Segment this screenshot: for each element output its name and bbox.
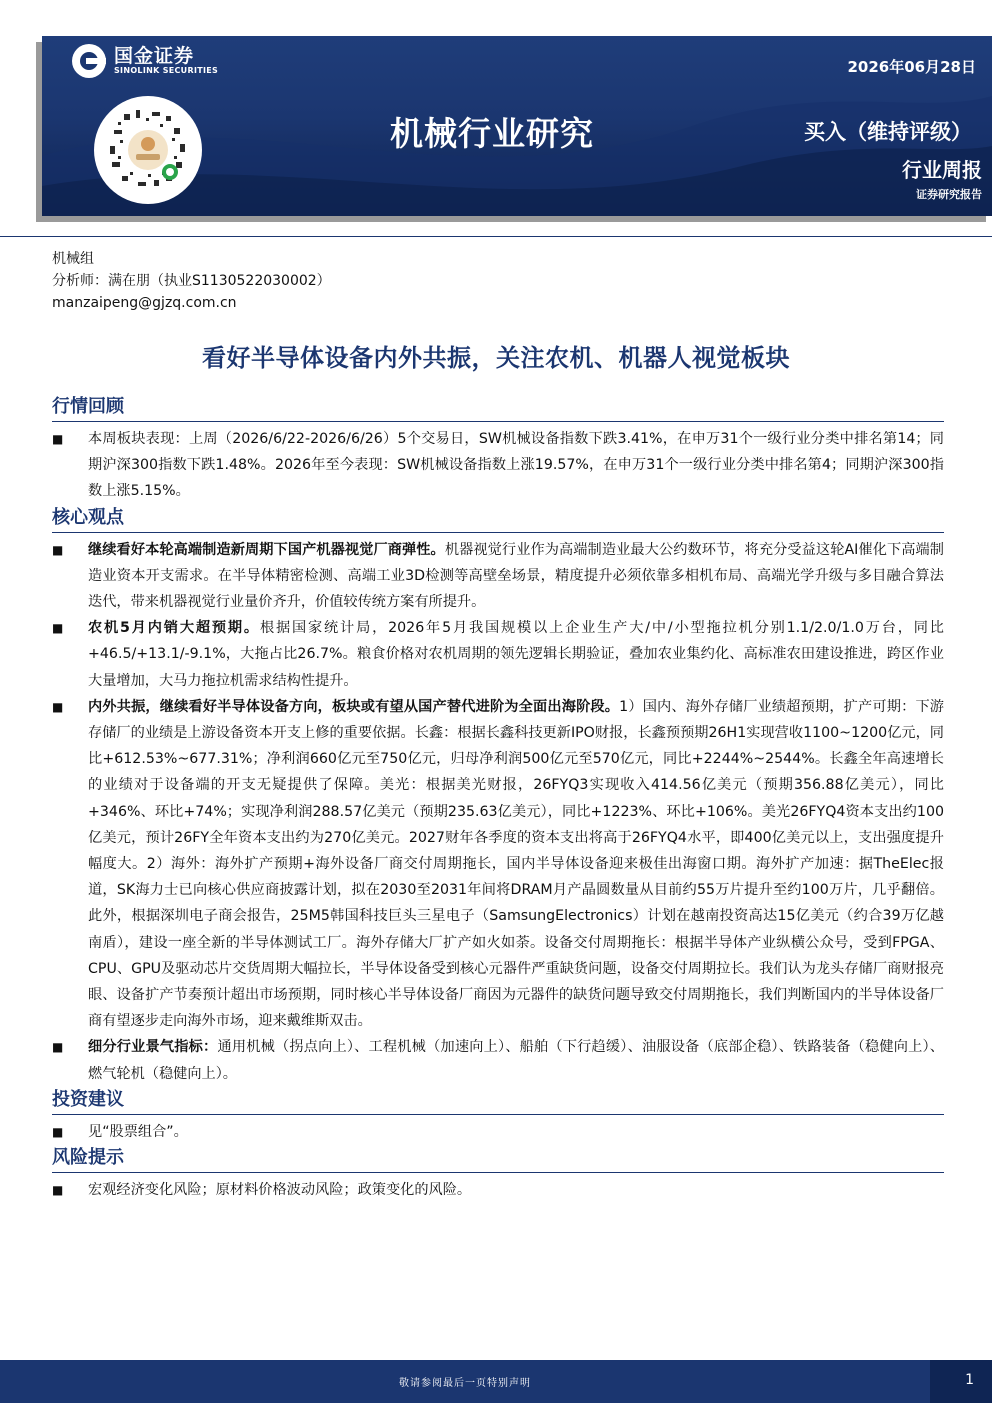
report-type: 行业周报 xyxy=(902,158,982,182)
brand-logo xyxy=(72,44,218,78)
item-text: 见“股票组合”。 xyxy=(88,1123,188,1140)
item-text: 本周板块表现：上周（2026/6/22-2026/6/26）5个交易日，SW机械设备指数下跌3.41%，在申万31个一级行业分类中排名第14；同期沪深300指数下跌1.48%。2026年至今表现：SW机械设备指数上涨19.57%，在申万31个一级行业分类中排名第4；同期沪深300指数上涨5.15%。 xyxy=(88,431,944,500)
section-heading-market-review: 行情回顾 xyxy=(52,394,944,422)
list-item xyxy=(52,694,944,1035)
list-item xyxy=(52,537,944,616)
analyst-info xyxy=(52,248,331,314)
item-lead: 内外共振，继续看好半导体设备方向，板块或有望从国产替代进阶为全面出海阶段。 xyxy=(88,698,620,715)
bullet-square-icon: ■ xyxy=(52,699,64,714)
brand-name-en: SINOLINK SECURITIES xyxy=(114,66,219,75)
page-footer xyxy=(0,1360,992,1403)
item-text: 宏观经济变化风险；原材料价格波动风险；政策变化的风险。 xyxy=(88,1182,472,1199)
brand-logo-icon xyxy=(72,44,106,78)
report-body xyxy=(52,394,944,1203)
page-number-box xyxy=(930,1360,992,1403)
bullet-square-icon: ■ xyxy=(52,621,64,636)
section-heading-risk: 风险提示 xyxy=(52,1145,944,1173)
analyst-group: 机械组 xyxy=(52,251,94,267)
bullet-square-icon: ■ xyxy=(52,1183,64,1198)
list-item xyxy=(52,1177,944,1203)
page-number: 1 xyxy=(965,1372,974,1388)
section-heading-investment-advice: 投资建议 xyxy=(52,1087,944,1115)
brand-name-cn: 国金证券 xyxy=(114,45,195,67)
item-text: 内外共振，继续看好半导体设备方向，板块或有望从国产替代进阶为全面出海阶段。1）国内、海外存储厂业绩超预期，扩产可期：下游存储厂的业绩是上游设备资本开支上修的重要依据。长鑫：根据长鑫科技更新IPO财报，长鑫预预期26H1实现营收1100~1200亿元，同比+612.53%~677.31%；净利润660亿元至750亿元，归母净利润500亿元至570亿元，同比+2244%~2544%。长鑫全年高速增长的业绩对于设备端的开支无疑提供了保障。美光：根据美光财报，26FYQ3实现收入414.56亿美元（预期356.88亿美元），同比+346%、环比+74%；实现净利润288.57亿美元（预期235.63亿美元），同比+1223%、环比+106%。美光26FYQ4资本支出约100亿美元，预计26FY全年资本支出约为270亿美元。2027财年各季度的资本支出将高于26FYQ4水平，即400亿美元以上，支出强度提升幅度大。2）海外：海外扩产预期+海外设备厂商交付周期拖长，国内半导体设备迎来极佳出海窗口期。海外扩产加速：据TheElec报道，SK海力士已向核心供应商披露计划，拟在2030至2031年间将DRAM月产晶圆数量从目前约55万片提升至约100万片，几乎翻倍。此外，根据深圳电子商会报告，25M5韩国科技巨头三星电子（SamsungElectronics）计划在越南投资高达15亿美元（约合39万亿越南盾），建设一座全新的半导体测试工厂。海外存储大厂扩产如火如荼。设备交付周期拖长：根据半导体产业纵横公众号，受到FPGA、CPU、GPU及驱动芯片交货周期大幅拉长，半导体设备受到核心元器件严重缺货问题，设备交付周期拉长。我们认为龙头存储厂商财报亮眼、设备扩产节奏预计超出市场预期，同时核心半导体设备厂商因为元器件的缺货问题导致交付周期拖长，我们判断国内的半导体设备厂商有望逐步走向海外市场，迎来戴维斯双击。 xyxy=(88,698,944,1030)
item-text: 细分行业景气指标：通用机械（拐点向上）、工程机械（加速向上）、船舶（下行趋缓）、油服设备（底部企稳）、铁路装备（稳健向上）、燃气轮机（稳健向上）。 xyxy=(88,1039,944,1082)
bullet-square-icon: ■ xyxy=(52,432,64,446)
header-banner xyxy=(42,36,992,216)
item-text: 农机5月内销大超预期。根据国家统计局，2026年5月我国规模以上企业生产大/中/小型拖拉机分别1.1/2.0/1.0万台，同比+46.5/+13.1/-9.1%，大拖占比26.7%。粮食价格对农机周期的领先逻辑长期验证，叠加农业集约化、高标准农田建设推进，跨区作业大量增加，大马力拖拉机需求结构性提升。 xyxy=(88,620,944,689)
list-item xyxy=(52,426,944,505)
item-text: 继续看好本轮高端制造新周期下国产机器视觉厂商弹性。机器视觉行业作为高端制造业最大公约数环节，将充分受益这轮AI催化下高端制造业资本开支需求。在半导体精密检测、高端工业3D检测等高壁垒场景，精度提升必须依靠多相机布局、高端光学升级与多目融合算法迭代，带来机器视觉行业量价齐升，价值较传统方案有所提升。 xyxy=(88,541,944,611)
report-date: 2026年06月28日 xyxy=(847,58,976,76)
bullet-square-icon: ■ xyxy=(52,1040,64,1055)
rating: 买入（维持评级） xyxy=(804,120,972,144)
analyst-email[interactable]: manzaipeng@gjzq.com.cn xyxy=(52,295,237,311)
bullet-square-icon: ■ xyxy=(52,542,64,557)
analyst-name: 分析师：满在朋（执业S1130522030002） xyxy=(52,273,331,289)
item-lead: 农机5月内销大超预期。 xyxy=(88,620,260,637)
bullet-square-icon: ■ xyxy=(52,1124,64,1139)
list-item xyxy=(52,1119,944,1145)
list-item xyxy=(52,615,944,694)
list-item xyxy=(52,1034,944,1086)
item-lead: 继续看好本轮高端制造新周期下国产机器视觉厂商弹性。 xyxy=(88,541,445,558)
section-heading-core-views: 核心观点 xyxy=(52,505,944,533)
report-title: 看好半导体设备内外共振，关注农机、机器人视觉板块 xyxy=(202,344,790,372)
header-divider xyxy=(0,236,992,237)
report-category: 证券研究报告 xyxy=(916,188,982,201)
qr-code-icon xyxy=(94,96,202,204)
sector-title: 机械行业研究 xyxy=(390,114,594,153)
item-lead: 细分行业景气指标： xyxy=(88,1039,218,1056)
footer-disclaimer: 敬请参阅最后一页特别声明 xyxy=(399,1378,531,1389)
